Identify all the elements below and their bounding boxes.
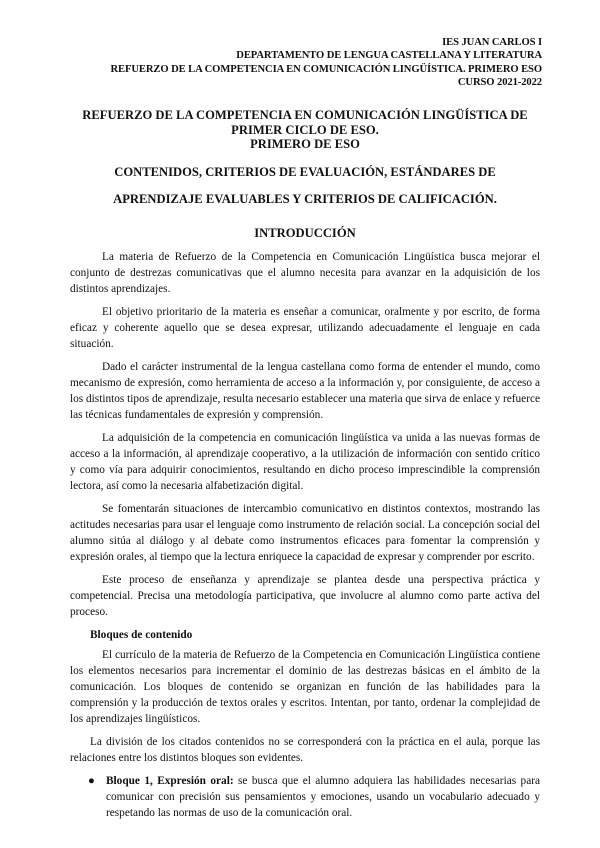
title-line-1: REFUERZO DE LA COMPETENCIA EN COMUNICACIÓN LINGÜÍSTICA DE (82, 108, 528, 122)
document-body (70, 249, 540, 821)
header-school: IES JUAN CARLOS I (442, 37, 542, 48)
bullet-text: se busca que el alumno adquiera las habilidades necesarias para comunicar con precisión sus pensamientos y emociones, usando un vocabulario adecuado y respetando las normas de uso de la comunicación oral. (106, 775, 540, 819)
bullet-label: Bloque 1, Expresión oral: (106, 775, 234, 787)
bloques-paragraph: La división de los citados contenidos no se corresponderá con la práctica en el aula, porque las relaciones entre los distintos bloques son evidentes. (70, 736, 540, 764)
paragraph: La adquisición de la competencia en comunicación lingüística va unida a las nuevas formas de acceso a la información, al aprendizaje cooperativo, a la utilización de información con sentido crítico y como vía para adquirir conocimientos, resultando en dicho proceso imprescindible la comprensión lectora, así como la necesaria alfabetización digital. (70, 432, 540, 492)
document-header (110, 36, 542, 90)
paragraph: Este proceso de enseñanza y aprendizaje se plantea desde una perspectiva práctica y competencial. Precisa una metodología participativa, que involucre al alumno como parte activa del proceso. (70, 574, 540, 618)
header-department: DEPARTAMENTO DE LENGUA CASTELLANA Y LITERATURA (236, 50, 542, 62)
bloques-list (70, 773, 540, 821)
paragraph: Se fomentarán situaciones de intercambio comunicativo en distintos contextos, mostrando las actitudes necesarias para usar el lenguaje como instrumento de relación social. La concepción social del alumno sitúa al diálogo y al debate como instrumentos eficaces para fomentar la comprensión y expresión orales, al tiempo que la lectura enriquece la capacidad de expresar y comprender por escrito. (70, 503, 540, 563)
subtitle-line-2: APRENDIZAJE EVALUABLES Y CRITERIOS DE CALIFICACIÓN. (113, 192, 497, 206)
bloques-paragraph: El currículo de la materia de Refuerzo de la Competencia en Comunicación Lingüística contiene los elementos necesarios para incrementar el dominio de las destrezas básicas en el ámbito de la comunicación. Los bloques de contenido se organizan en función de las habilidades para la comprensión y la producción de textos orales y escritos. Intentan, por tanto, ordenar la complejidad de los aprendizajes lingüísticos. (70, 649, 540, 725)
header-course: CURSO 2021-2022 (457, 77, 542, 89)
title-line-3: PRIMERO DE ESO (250, 137, 360, 151)
subtitle-line-1: CONTENIDOS, CRITERIOS DE EVALUACIÓN, ESTÁNDARES DE (114, 165, 496, 179)
document-title (70, 108, 540, 152)
bloques-heading: Bloques de contenido (90, 629, 193, 641)
introduction-heading: INTRODUCCIÓN (254, 226, 356, 240)
header-subject: REFUERZO DE LA COMPETENCIA EN COMUNICACIÓN LINGÜÍSTICA. PRIMERO ESO (110, 63, 542, 75)
paragraph: El objetivo prioritario de la materia es enseñar a comunicar, oralmente y por escrito, de forma eficaz y coherente aquello que se desea expresar, utilizando adecuadamente el lenguaje en cada situación. (70, 306, 540, 350)
bullet-icon: ● (88, 775, 95, 787)
paragraph: Dado el carácter instrumental de la lengua castellana como forma de entender el mundo, como mecanismo de expresión, como herramienta de acceso a la información y, por consiguiente, de acceso a los distintos tipos de aprendizaje, resulta necesario establecer una materia que sirva de enlace y refuerce las técnicas fundamentales de expresión y comprensión. (70, 361, 540, 421)
title-line-2: PRIMER CICLO DE ESO. (231, 122, 379, 137)
paragraph: La materia de Refuerzo de la Competencia en Comunicación Lingüística busca mejorar el conjunto de destrezas comunicativas que el alumno necesita para avanzar en la adquisición de los distintos aprendizajes. (70, 251, 540, 295)
list-item (88, 773, 540, 821)
